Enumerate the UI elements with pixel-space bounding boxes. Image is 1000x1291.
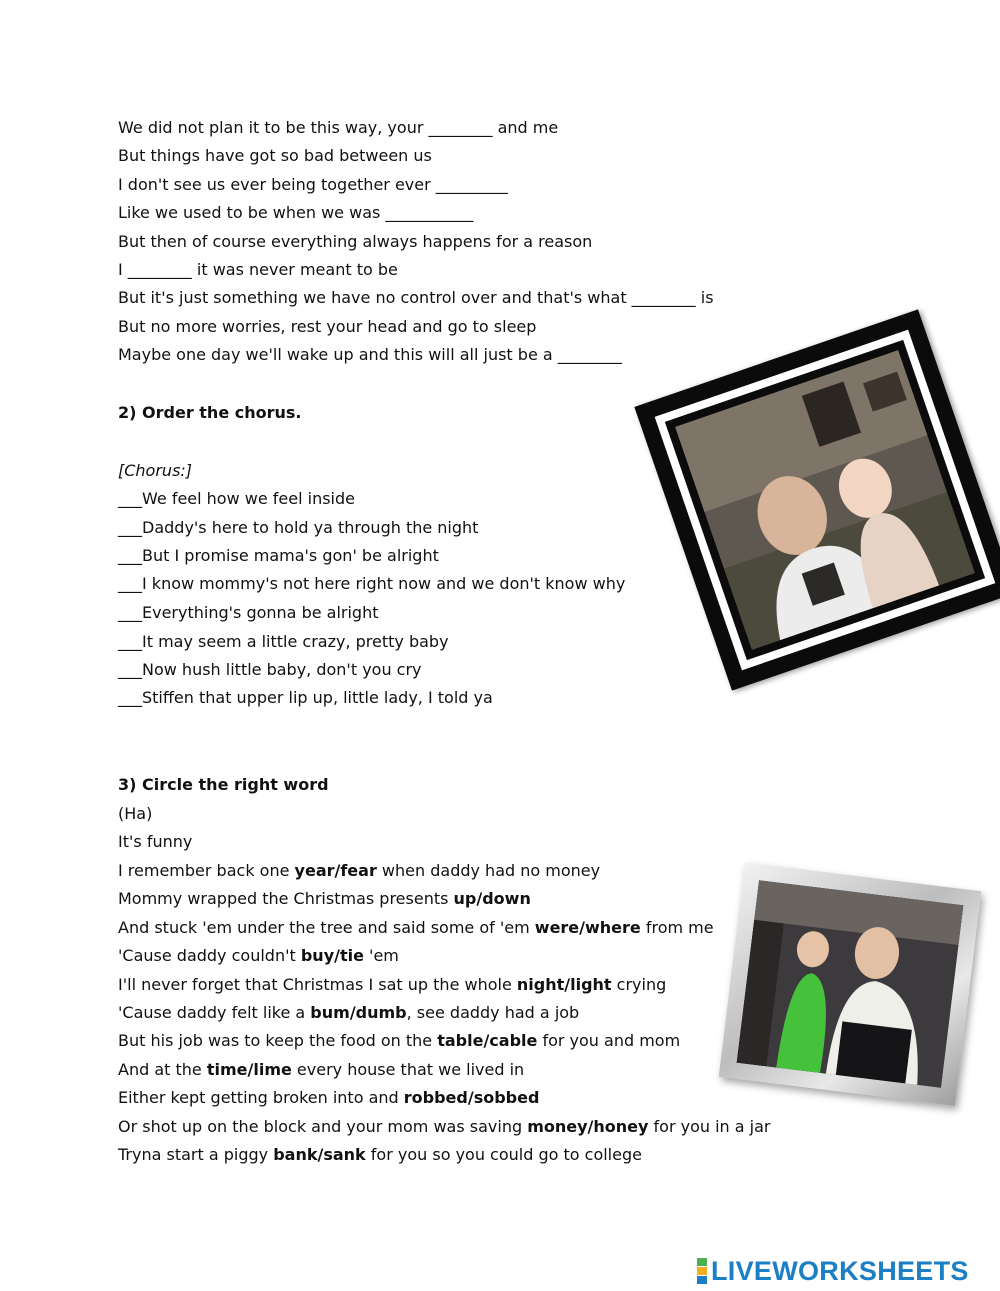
word-choice[interactable]: bank/sank [273, 1145, 366, 1164]
word-choice[interactable]: time/lime [206, 1060, 292, 1079]
photo-father-daughter [719, 862, 982, 1105]
lyric-line: We did not plan it to be this way, your ________ and me [118, 118, 559, 137]
chorus-item: ___But I promise mama's gon' be alright [118, 546, 439, 565]
photo-illustration [737, 880, 964, 1088]
circle-line: But his job was to keep the food on the table/cable for you and mom [118, 1031, 681, 1050]
circle-line: I remember back one year/fear when daddy had no money [118, 861, 601, 880]
chorus-item: ___We feel how we feel inside [118, 489, 355, 508]
chorus-item: ___Now hush little baby, don't you cry [118, 660, 422, 679]
lyric-line: Like we used to be when we was ___________ [118, 203, 474, 222]
word-choice[interactable]: up/down [453, 889, 531, 908]
chorus-item: ___Stiffen that upper lip up, little lady, I told ya [118, 688, 493, 707]
photo-father-baby [634, 309, 1000, 690]
word-choice[interactable]: were/where [534, 918, 641, 937]
logo-blocks-icon [697, 1258, 707, 1284]
circle-line: It's funny [118, 832, 193, 851]
lyric-line: I don't see us ever being together ever _________ [118, 175, 508, 194]
chorus-item: ___Everything's gonna be alright [118, 603, 379, 622]
chorus-label: [Chorus:] [118, 461, 193, 480]
word-choice[interactable]: bum/dumb [310, 1003, 407, 1022]
logo-block [697, 1258, 707, 1266]
word-choice[interactable]: money/honey [527, 1117, 649, 1136]
word-choice[interactable]: robbed/sobbed [403, 1088, 540, 1107]
liveworksheets-logo [697, 1256, 969, 1286]
lyric-line: Maybe one day we'll wake up and this will all just be a ________ [118, 345, 622, 364]
circle-line: Tryna start a piggy bank/sank for you so you could go to college [118, 1145, 642, 1164]
lyric-line: But no more worries, rest your head and go to sleep [118, 317, 537, 336]
lyric-line: I ________ it was never meant to be [118, 260, 398, 279]
word-choice[interactable]: year/fear [294, 861, 377, 880]
circle-line: 'Cause daddy couldn't buy/tie 'em [118, 946, 399, 965]
section-heading: 3) Circle the right word [118, 775, 329, 794]
circle-line: Either kept getting broken into and robbed/sobbed [118, 1088, 540, 1107]
circle-line: And stuck 'em under the tree and said some of 'em were/where from me [118, 918, 714, 937]
word-choice[interactable]: night/light [516, 975, 612, 994]
brand-wordmark: LIVEWORKSHEETS [711, 1255, 969, 1286]
word-choice[interactable]: buy/tie [300, 946, 364, 965]
circle-line: Mommy wrapped the Christmas presents up/down [118, 889, 531, 908]
section-heading: 2) Order the chorus. [118, 403, 302, 422]
lyric-line: But things have got so bad between us [118, 146, 432, 165]
lyric-line: But it's just something we have no control over and that's what ________ is [118, 288, 714, 307]
logo-block [697, 1267, 707, 1275]
photo-image [737, 880, 964, 1088]
chorus-item: ___It may seem a little crazy, pretty baby [118, 632, 449, 651]
circle-line: And at the time/lime every house that we lived in [118, 1060, 525, 1079]
chorus-item: ___Daddy's here to hold ya through the night [118, 518, 479, 537]
circle-line: I'll never forget that Christmas I sat up the whole night/light crying [118, 975, 667, 994]
lyric-line: But then of course everything always happens for a reason [118, 232, 593, 251]
circle-line: (Ha) [118, 804, 153, 823]
chorus-item: ___I know mommy's not here right now and we don't know why [118, 574, 626, 593]
logo-block [697, 1276, 707, 1284]
circle-line: 'Cause daddy felt like a bum/dumb, see daddy had a job [118, 1003, 580, 1022]
circle-line: Or shot up on the block and your mom was saving money/honey for you in a jar [118, 1117, 771, 1136]
word-choice[interactable]: table/cable [437, 1031, 538, 1050]
